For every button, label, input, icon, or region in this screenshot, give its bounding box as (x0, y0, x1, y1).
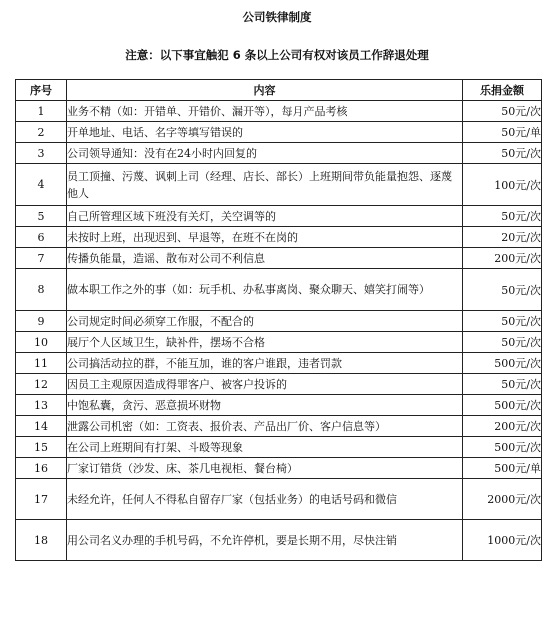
row-fine: 500元/单 (463, 458, 542, 479)
table-row (16, 437, 542, 458)
table-row (16, 122, 542, 143)
table-row (16, 353, 542, 374)
row-content: 自己所管理区域下班没有关灯，关空调等的 (67, 206, 463, 227)
row-fine: 50元/次 (463, 101, 542, 122)
rules-table (15, 79, 542, 561)
row-content: 公司领导通知：没有在24小时内回复的 (67, 143, 463, 164)
row-content: 开单地址、电话、名字等填写错误的 (67, 122, 463, 143)
row-number: 17 (16, 479, 67, 520)
row-number: 7 (16, 248, 67, 269)
table-row (16, 269, 542, 311)
row-fine: 500元/次 (463, 353, 542, 374)
table-header-row (16, 80, 542, 101)
row-content: 传播负能量，造谣、散布对公司不利信息 (67, 248, 463, 269)
row-fine: 50元/次 (463, 311, 542, 332)
table-row (16, 416, 542, 437)
row-number: 18 (16, 520, 67, 561)
row-number: 1 (16, 101, 67, 122)
row-number: 9 (16, 311, 67, 332)
row-content: 公司搞活动拉的群，不能互加，谁的客户谁跟，违者罚款 (67, 353, 463, 374)
table-row (16, 227, 542, 248)
row-number: 15 (16, 437, 67, 458)
row-number: 10 (16, 332, 67, 353)
header-number: 序号 (16, 80, 67, 101)
row-fine: 1000元/次 (463, 520, 542, 561)
table-row (16, 479, 542, 520)
row-number: 12 (16, 374, 67, 395)
row-fine: 50元/单 (463, 122, 542, 143)
row-content: 中饱私囊，贪污、恶意损坏财物 (67, 395, 463, 416)
row-number: 6 (16, 227, 67, 248)
table-row (16, 143, 542, 164)
table-row (16, 311, 542, 332)
row-number: 2 (16, 122, 67, 143)
table-row (16, 101, 542, 122)
table-row (16, 374, 542, 395)
table-row (16, 520, 542, 561)
notice-text: 注意：以下事宜触犯 6 条以上公司有权对该员工作辞退处理 (125, 48, 429, 62)
row-fine: 50元/次 (463, 206, 542, 227)
row-number: 4 (16, 164, 67, 206)
row-content: 展厅个人区域卫生，缺补件，摆场不合格 (67, 332, 463, 353)
table-row (16, 164, 542, 206)
row-fine: 50元/次 (463, 374, 542, 395)
row-number: 11 (16, 353, 67, 374)
row-number: 13 (16, 395, 67, 416)
table-row (16, 248, 542, 269)
row-number: 5 (16, 206, 67, 227)
row-number: 14 (16, 416, 67, 437)
row-fine: 50元/次 (463, 143, 542, 164)
table-row (16, 332, 542, 353)
row-fine: 500元/次 (463, 437, 542, 458)
row-content: 因员工主观原因造成得罪客户、被客户投诉的 (67, 374, 463, 395)
row-content: 未经允许，任何人不得私自留存厂家（包括业务）的电话号码和微信 (67, 479, 463, 520)
row-fine: 200元/次 (463, 416, 542, 437)
table-row (16, 458, 542, 479)
header-fine: 乐捐金额 (463, 80, 542, 101)
row-number: 16 (16, 458, 67, 479)
table-row (16, 395, 542, 416)
row-fine: 500元/次 (463, 395, 542, 416)
row-content: 业务不精（如：开错单、开错价、漏开等），每月产品考核 (67, 101, 463, 122)
row-content: 泄露公司机密（如：工资表、报价表、产品出厂价、客户信息等） (67, 416, 463, 437)
page-title: 公司铁律制度 (242, 10, 312, 24)
row-content: 做本职工作之外的事（如：玩手机、办私事离岗、聚众聊天、嬉笑打闹等） (67, 269, 463, 311)
row-content: 员工顶撞、污蔑、讽刺上司（经理、店长、部长）上班期间带负能量抱怨、逐蔑他人 (67, 164, 463, 206)
row-content: 厂家订错货（沙发、床、茶几电视柜、餐台椅） (67, 458, 463, 479)
row-fine: 100元/次 (463, 164, 542, 206)
row-number: 3 (16, 143, 67, 164)
row-content: 公司规定时间必须穿工作服，不配合的 (67, 311, 463, 332)
row-fine: 50元/次 (463, 269, 542, 311)
row-fine: 2000元/次 (463, 479, 542, 520)
row-number: 8 (16, 269, 67, 311)
row-fine: 200元/次 (463, 248, 542, 269)
table-row (16, 206, 542, 227)
row-content: 在公司上班期间有打架、斗殴等现象 (67, 437, 463, 458)
row-fine: 20元/次 (463, 227, 542, 248)
row-fine: 50元/次 (463, 332, 542, 353)
row-content: 未按时上班，出现迟到、早退等，在班不在岗的 (67, 227, 463, 248)
header-content: 内容 (67, 80, 463, 101)
row-content: 用公司名义办理的手机号码，不允许停机，要是长期不用，尽快注销 (67, 520, 463, 561)
